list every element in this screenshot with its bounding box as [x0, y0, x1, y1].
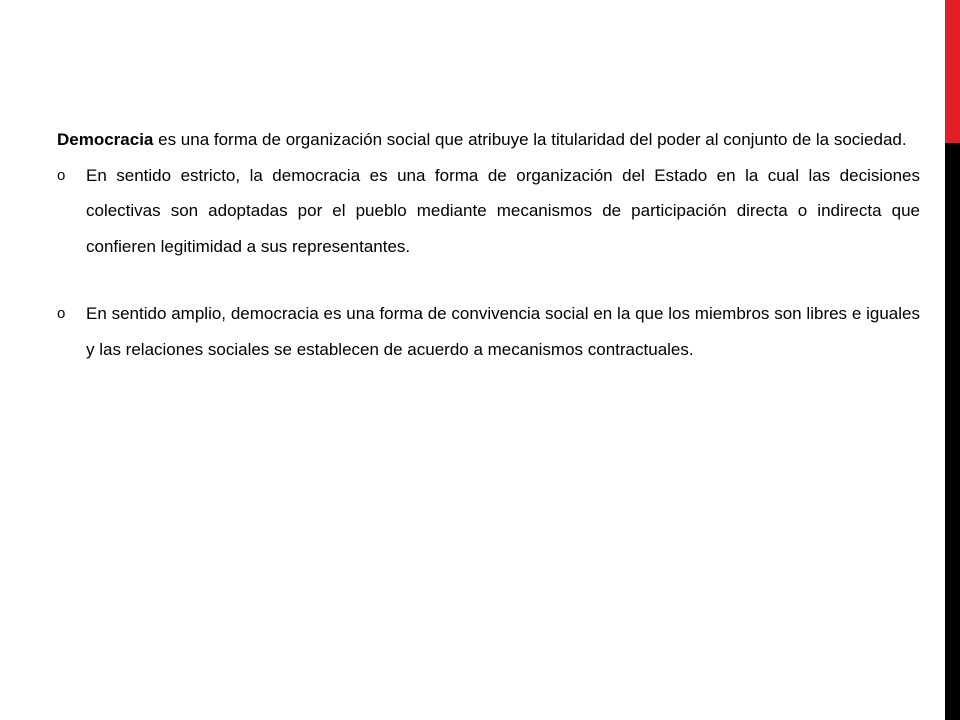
- accent-bar-red: [945, 0, 960, 143]
- intro-text: es una forma de organización social que atribuye la titularidad del poder al conjunto de la sociedad.: [153, 130, 907, 149]
- bullet-text: En sentido estricto, la democracia es una forma de organización del Estado en la cual las decisiones colectivas son adoptadas por el pueblo mediante mecanismos de participación directa o indirecta que confieren legitimidad a sus representantes.: [86, 165, 920, 256]
- bullet-item-broad-sense: [57, 296, 920, 367]
- bullet-text: En sentido amplio, democracia es una forma de convivencia social en la que los miembros son libres e iguales y las relaciones sociales se establecen de acuerdo a mecanismos contractuales.: [86, 304, 920, 359]
- bullet-marker-icon: o: [57, 166, 66, 184]
- bullet-item-strict-sense: [57, 158, 920, 265]
- intro-term: Democracia: [57, 130, 154, 149]
- slide-content: [57, 122, 920, 367]
- bullet-marker-icon: o: [57, 305, 66, 322]
- intro-paragraph: [57, 122, 920, 158]
- accent-bar-black: [945, 143, 960, 720]
